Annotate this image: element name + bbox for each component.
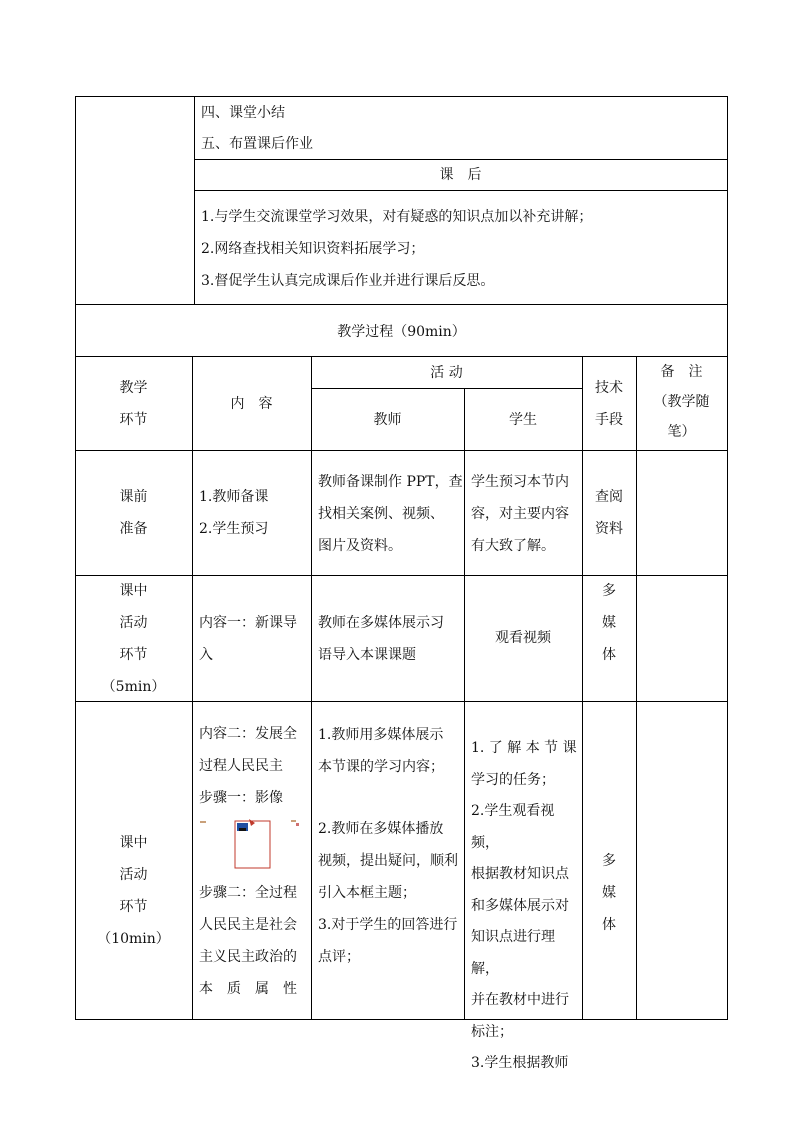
- process-title: 教学过程（90min）: [337, 324, 466, 340]
- row-tech: 查阅 资料: [595, 489, 623, 537]
- row-content: 内容一：新课导 入: [199, 615, 297, 663]
- divider: [194, 190, 728, 191]
- header-student: 学生: [509, 412, 537, 428]
- header-stage: 教学 环节: [119, 380, 148, 428]
- row-content: 1.教师备课 2.学生预习: [199, 489, 269, 537]
- header-notes: 备 注 （教学随 笔）: [653, 364, 710, 440]
- row-stage: 课中 活动 环节 （10min）: [97, 835, 170, 947]
- divider: [636, 356, 637, 1020]
- after-class-item: 3.督促学生认真完成课后作业并进行课后反思。: [201, 273, 495, 289]
- header-tech: 技术 手段: [595, 380, 623, 428]
- row-stage: 课前 准备: [119, 489, 148, 537]
- after-class-item: 2.网络查找相关知识资料拓展学习；: [201, 241, 425, 257]
- homework-item: 五、布置课后作业: [201, 136, 313, 152]
- row-teacher: 2.教师在多媒体播放 视频，提出疑问，顺利 引入本框主题； 3.对于学生的回答进行 点评；: [318, 821, 458, 965]
- row-stage: 课中 活动 环节 （5min）: [101, 583, 166, 695]
- after-class-item: 1.与学生交流课堂学习效果，对有疑惑的知识点加以补充讲解；: [201, 209, 593, 225]
- row-tech: 多 媒 体: [602, 853, 616, 933]
- row-content: 内容二：发展全 过程人民民主 步骤一：影像: [199, 726, 297, 806]
- broken-image-icon: [199, 817, 305, 873]
- row-student: 1. 了 解 本 节 课 学习的任务； 2.学生观看视频， 根据教材知识点 和多媒体展示对 知识点进行理解， 并在教材中进行 标注； 3.学生根据教师: [471, 740, 577, 1071]
- row-student: 观看视频: [495, 630, 551, 646]
- row-teacher: 教师备课制作 PPT，查 找相关案例、视频、 图片及资料。: [318, 474, 463, 554]
- divider: [75, 450, 728, 451]
- header-content: 内 容: [230, 396, 273, 412]
- row-teacher: 1.教师用多媒体展示 本节课的学习内容；: [318, 727, 444, 775]
- header-teacher: 教师: [373, 412, 402, 428]
- header-activity: 活 动: [430, 365, 463, 381]
- row-student: 学生预习本节内 容，对主要内容 有大致了解。: [471, 474, 569, 554]
- after-class-heading: 课 后: [439, 167, 482, 183]
- summary-item: 四、课堂小结: [201, 105, 285, 121]
- row-teacher: 教师在多媒体展示习 语导入本课课题: [318, 615, 444, 663]
- row-content: 步骤二：全过程 人民民主是社会 主义民主政治的 本 质 属 性: [199, 885, 297, 997]
- border-bottom: [75, 1019, 728, 1020]
- row-tech: 多 媒 体: [602, 583, 616, 663]
- divider: [75, 304, 728, 305]
- border-right: [727, 96, 728, 1020]
